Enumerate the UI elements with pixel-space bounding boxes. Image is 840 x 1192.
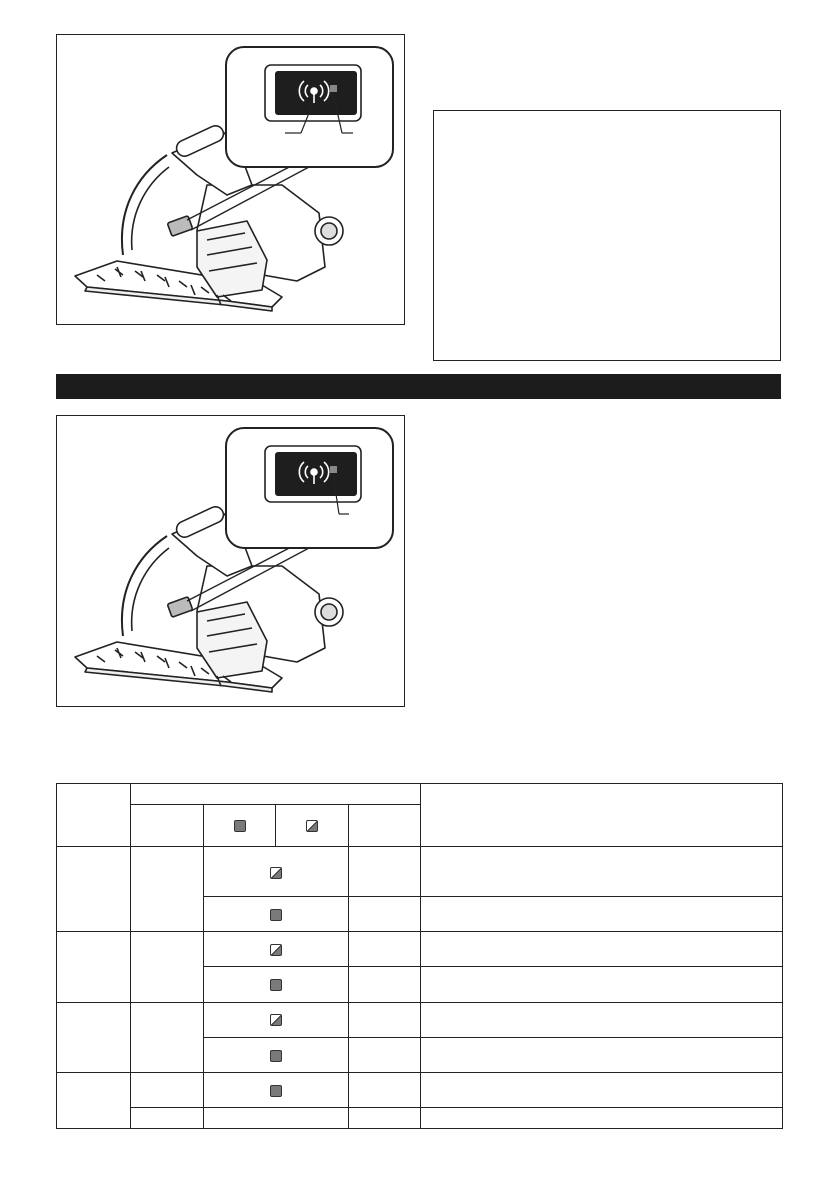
lamp-blinking-icon — [270, 944, 282, 956]
lamp-lit-icon — [270, 1085, 282, 1097]
header-cell-lamp-group — [131, 784, 421, 805]
duration-cell — [349, 847, 421, 897]
lamp-blinking-icon — [306, 820, 318, 832]
lamp-blinking-icon — [270, 867, 282, 879]
saw-blade-guard — [122, 536, 167, 636]
lamp-cell — [204, 967, 349, 1002]
group-cell — [57, 1072, 131, 1128]
lamp-cell — [204, 847, 349, 897]
lamp-cell — [204, 897, 349, 932]
description-cell — [421, 932, 783, 967]
description-cell — [421, 1037, 783, 1072]
header-cell-sub-4 — [349, 805, 421, 847]
description-cell — [421, 897, 783, 932]
figure-2-illustration — [57, 416, 406, 708]
lamp-cell — [204, 1072, 349, 1107]
lamp-lit-icon — [234, 820, 246, 832]
lamp-cell — [204, 1002, 349, 1037]
lamp-cell — [204, 932, 349, 967]
sub-group-cell — [131, 1002, 204, 1072]
lamp-lit-icon — [270, 979, 282, 991]
duration-cell — [349, 1037, 421, 1072]
group-cell — [57, 1002, 131, 1072]
wireless-lamp — [330, 85, 337, 92]
figure-2-frame — [56, 415, 405, 707]
header-cell-sub-1 — [131, 805, 204, 847]
lamp-lit-icon — [270, 1050, 282, 1062]
indicator-status-table — [56, 783, 783, 1129]
wireless-lamp — [330, 466, 337, 473]
lamp-lit-icon — [270, 909, 282, 921]
duration-cell — [349, 1002, 421, 1037]
header-cell-category — [57, 784, 131, 847]
table-row — [57, 847, 783, 897]
description-cell — [421, 967, 783, 1002]
duration-cell — [349, 1107, 421, 1128]
sub-group-cell — [131, 1072, 204, 1107]
description-cell — [421, 1107, 783, 1128]
header-cell-lit — [204, 805, 276, 847]
saw-blade-guard — [122, 155, 167, 255]
duration-cell — [349, 1072, 421, 1107]
table-row — [57, 1107, 783, 1128]
table-row — [57, 932, 783, 967]
group-cell — [57, 932, 131, 1002]
sub-group-cell — [131, 847, 204, 932]
header-cell-blinking — [276, 805, 349, 847]
description-cell — [421, 1072, 783, 1107]
lamp-blinking-icon — [270, 1014, 282, 1026]
description-cell — [421, 847, 783, 897]
lamp-cell — [204, 1107, 349, 1128]
figure-1-illustration — [57, 35, 406, 326]
group-cell — [57, 847, 131, 932]
table-row — [57, 1072, 783, 1107]
duration-cell — [349, 897, 421, 932]
description-cell — [421, 1002, 783, 1037]
header-cell-description — [421, 784, 783, 847]
table-row — [57, 1002, 783, 1037]
sub-group-cell — [131, 932, 204, 1002]
note-box — [433, 110, 781, 361]
duration-cell — [349, 967, 421, 1002]
sub-group-cell — [131, 1107, 204, 1128]
figure-1-frame — [56, 34, 405, 325]
lamp-cell — [204, 1037, 349, 1072]
section-header-bar — [56, 374, 781, 399]
duration-cell — [349, 932, 421, 967]
